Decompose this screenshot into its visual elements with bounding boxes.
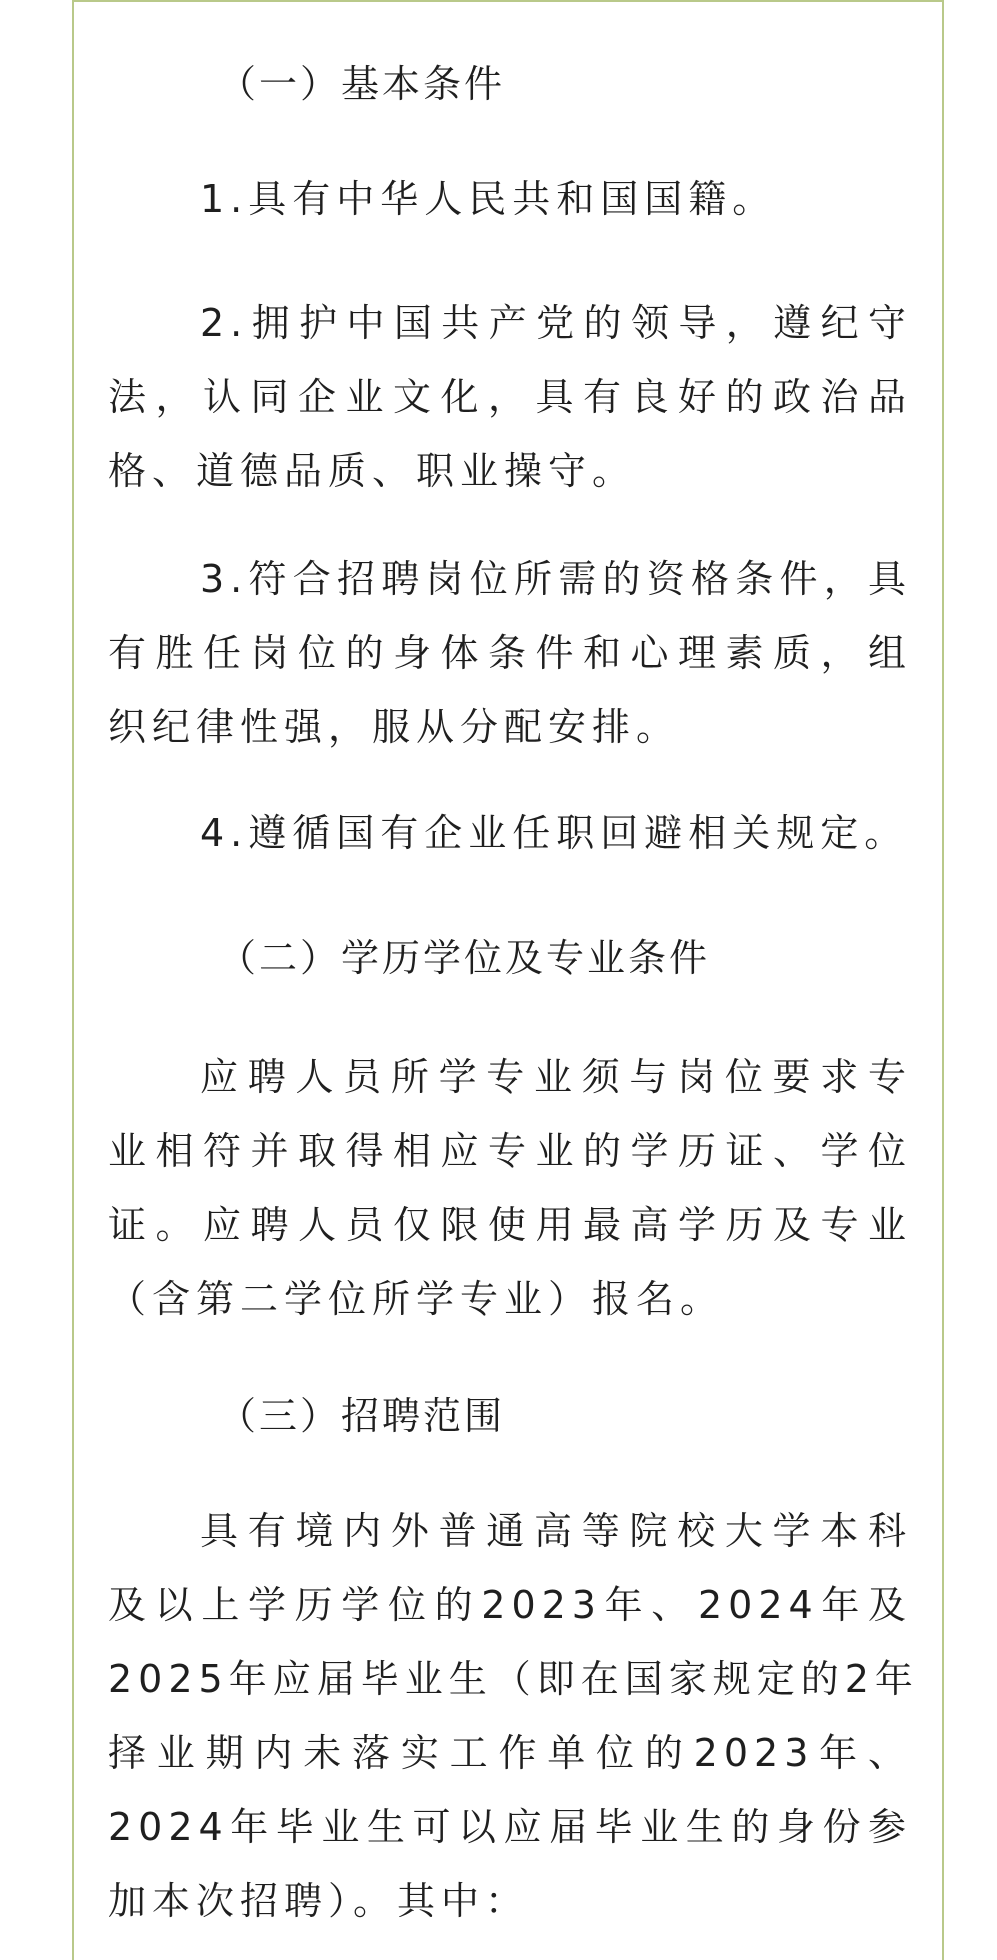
paragraph-line: 1.具有中华人民共和国国籍。 [200, 177, 777, 221]
paragraph-line: 格、道德品质、职业操守。 [108, 449, 637, 493]
paragraph-line: 2025年应届毕业生（即在国家规定的2年 [108, 1657, 919, 1701]
paragraph-line: 具有境内外普通高等院校大学本科 [200, 1509, 912, 1553]
item-avoidance-rules [108, 796, 912, 870]
paragraph-line: 择业期内未落实工作单位的2023年、 [108, 1731, 912, 1775]
paragraph-line: 法，认同企业文化，具有良好的政治品 [108, 375, 912, 419]
paragraph-line: 有胜任岗位的身体条件和心理素质，组 [108, 631, 912, 675]
paragraph-line: 2024年毕业生可以应届毕业生的身份参 [108, 1805, 912, 1849]
item-qualifications [108, 542, 912, 764]
section-heading-recruitment-scope: （三）招聘范围 [218, 1394, 506, 1438]
paragraph-line: 2.拥护中国共产党的领导，遵纪守 [200, 301, 912, 345]
paragraph-line: 证。应聘人员仅限使用最高学历及专业 [108, 1203, 912, 1247]
section-heading-basic-conditions: （一）基本条件 [218, 62, 506, 106]
paragraph-line: （含第二学位所学专业）报名。 [108, 1277, 725, 1321]
item-party-support [108, 286, 912, 508]
scope-paragraph [108, 1494, 919, 1938]
paragraph-line: 加本次招聘）。其中： [108, 1879, 530, 1923]
education-paragraph [108, 1040, 912, 1336]
paragraph-line: 织纪律性强，服从分配安排。 [108, 705, 681, 749]
section-heading-education: （二）学历学位及专业条件 [218, 936, 711, 980]
paragraph-line: 3.符合招聘岗位所需的资格条件，具 [200, 557, 912, 601]
paragraph-line: 应聘人员所学专业须与岗位要求专 [200, 1055, 912, 1099]
paragraph-line: 4.遵循国有企业任职回避相关规定。 [200, 811, 909, 855]
paragraph-line: 及以上学历学位的2023年、2024年及 [108, 1583, 912, 1627]
item-nationality [108, 162, 912, 236]
paragraph-line: 业相符并取得相应专业的学历证、学位 [108, 1129, 912, 1173]
